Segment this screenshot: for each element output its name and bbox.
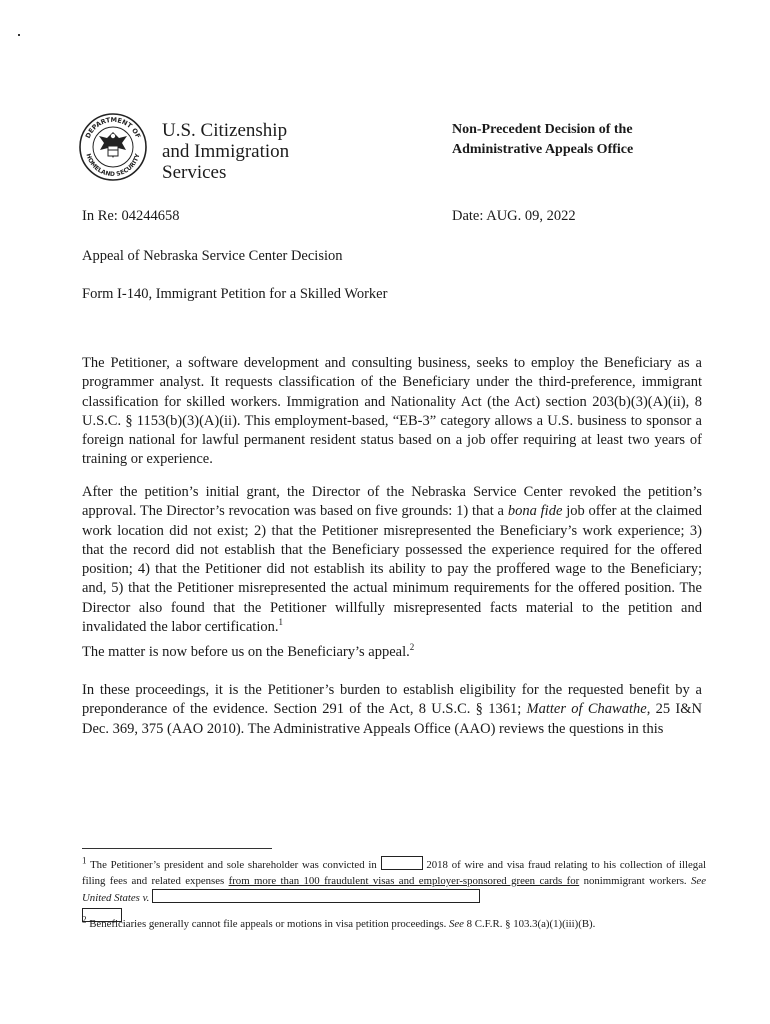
paragraph-2-text-a: After the petition’s initial grant, the Director of the Nebraska Service Center revoked the petition’s approval. The Director’s revocation was based on five grounds: 1) that a (82, 484, 702, 520)
agency-name (162, 120, 289, 183)
footnote-1-text-b: 2018 of wire and visa fraud relating to his collection of illegal filing fees and related expenses (82, 859, 706, 887)
footnote-1 (82, 856, 706, 925)
footnote-2-text-a: Beneficiaries generally cannot file appeals or motions in visa petition proceedings. (86, 918, 449, 930)
agency-line-1: U.S. Citizenship (162, 120, 288, 141)
paragraph-2-italic: bona fide (507, 503, 563, 520)
agency-line-2: and Immigration (162, 141, 290, 162)
footnote-1-citation: See United States v. (82, 875, 706, 904)
form-title: Form I-140, Immigrant Petition for a Skilled Worker (82, 286, 388, 302)
agency-line-3: Services (162, 162, 227, 183)
case-number: In Re: 04244658 (82, 208, 180, 224)
decision-date: Date: AUG. 09, 2022 (452, 208, 576, 224)
footnote-2-text-b: 8 C.F.R. § 103.3(a)(1)(iii)(B). (463, 918, 596, 930)
redaction-box (152, 889, 480, 903)
decision-line-2: Administrative Appeals Office (452, 142, 634, 157)
footnote-1-text-d: nonimmigrant workers. (579, 875, 691, 887)
footnote-2-number: 2 (82, 914, 87, 925)
footnote-ref-1[interactable]: 1 (278, 617, 283, 628)
paragraph-2 (82, 483, 702, 637)
footnote-ref-2[interactable]: 2 (409, 642, 415, 653)
footnote-1-number: 1 (82, 855, 87, 866)
paragraph-4-text-a: In these proceedings, it is the Petitioner’s burden to establish eligibility for the requested benefit by a preponderance of the evidence. Section 291 of the Act, 8 U.S.C. § 1361; (82, 682, 702, 718)
decision-line-1: Non-Precedent Decision of the (452, 122, 633, 137)
footnote-2 (82, 916, 706, 932)
appeal-title: Appeal of Nebraska Service Center Decision (82, 248, 343, 264)
paragraph-3-text: The matter is now before us on the Beneficiary’s appeal. (82, 644, 410, 660)
svg-text:HOMELAND SECURITY: HOMELAND SECURITY (84, 152, 142, 179)
decision-type (452, 120, 633, 160)
paragraph-4-italic: Matter of Chawathe (526, 701, 647, 718)
dhs-seal-icon (78, 112, 148, 182)
paragraph-2-text-b: job offer at the claimed work location did not exist; 2) that the Petitioner misrepresented the Beneficiary’s work experience; 3) that the record did not establish that the Beneficiary possessed the experience required for the offered position; 4) that the Petitioner did not establish its ability to pay the proffered wage to the Beneficiary; and, 5) that the Petitioner misrepresented the actual minimum requirements for the offered position. The Director also found that the Petitioner willfully misrepresented facts material to the petition and invalidated the labor certification. (82, 503, 703, 636)
redaction-box (381, 856, 423, 870)
paragraph-4 (82, 681, 702, 739)
svg-text:DEPARTMENT OF: DEPARTMENT OF (83, 115, 143, 140)
scan-speck (18, 34, 20, 36)
paragraph-4-text-b: , 25 I&N Dec. 369, 375 (AAO 2010). The Administrative Appeals Office (AAO) reviews the questions in this (82, 701, 702, 737)
footnote-2-see: See (448, 918, 464, 930)
paragraph-1: The Petitioner, a software development and consulting business, seeks to employ the Beneficiary as a programmer analyst. It requests classification of the Beneficiary under the third-preference, immigrant classification for skilled workers. Immigration and Nationality Act (the Act) section 203(b)(3)(A)(ii), 8 U.S.C. § 1153(b)(3)(A)(ii). This employment-based, “EB-3” category allows a U.S. business to sponsor a foreign national for lawful permanent resident status based on a job offer requiring at least two years of training or experience. (82, 355, 702, 468)
footnote-divider (82, 848, 272, 849)
footnote-1-text-a: The Petitioner’s president and sole shareholder was convicted in (86, 859, 381, 871)
footnote-1-underlined-text: from more than 100 fraudulent visas and employer-sponsored green cards for (228, 875, 580, 887)
paragraph-3 (82, 643, 702, 662)
